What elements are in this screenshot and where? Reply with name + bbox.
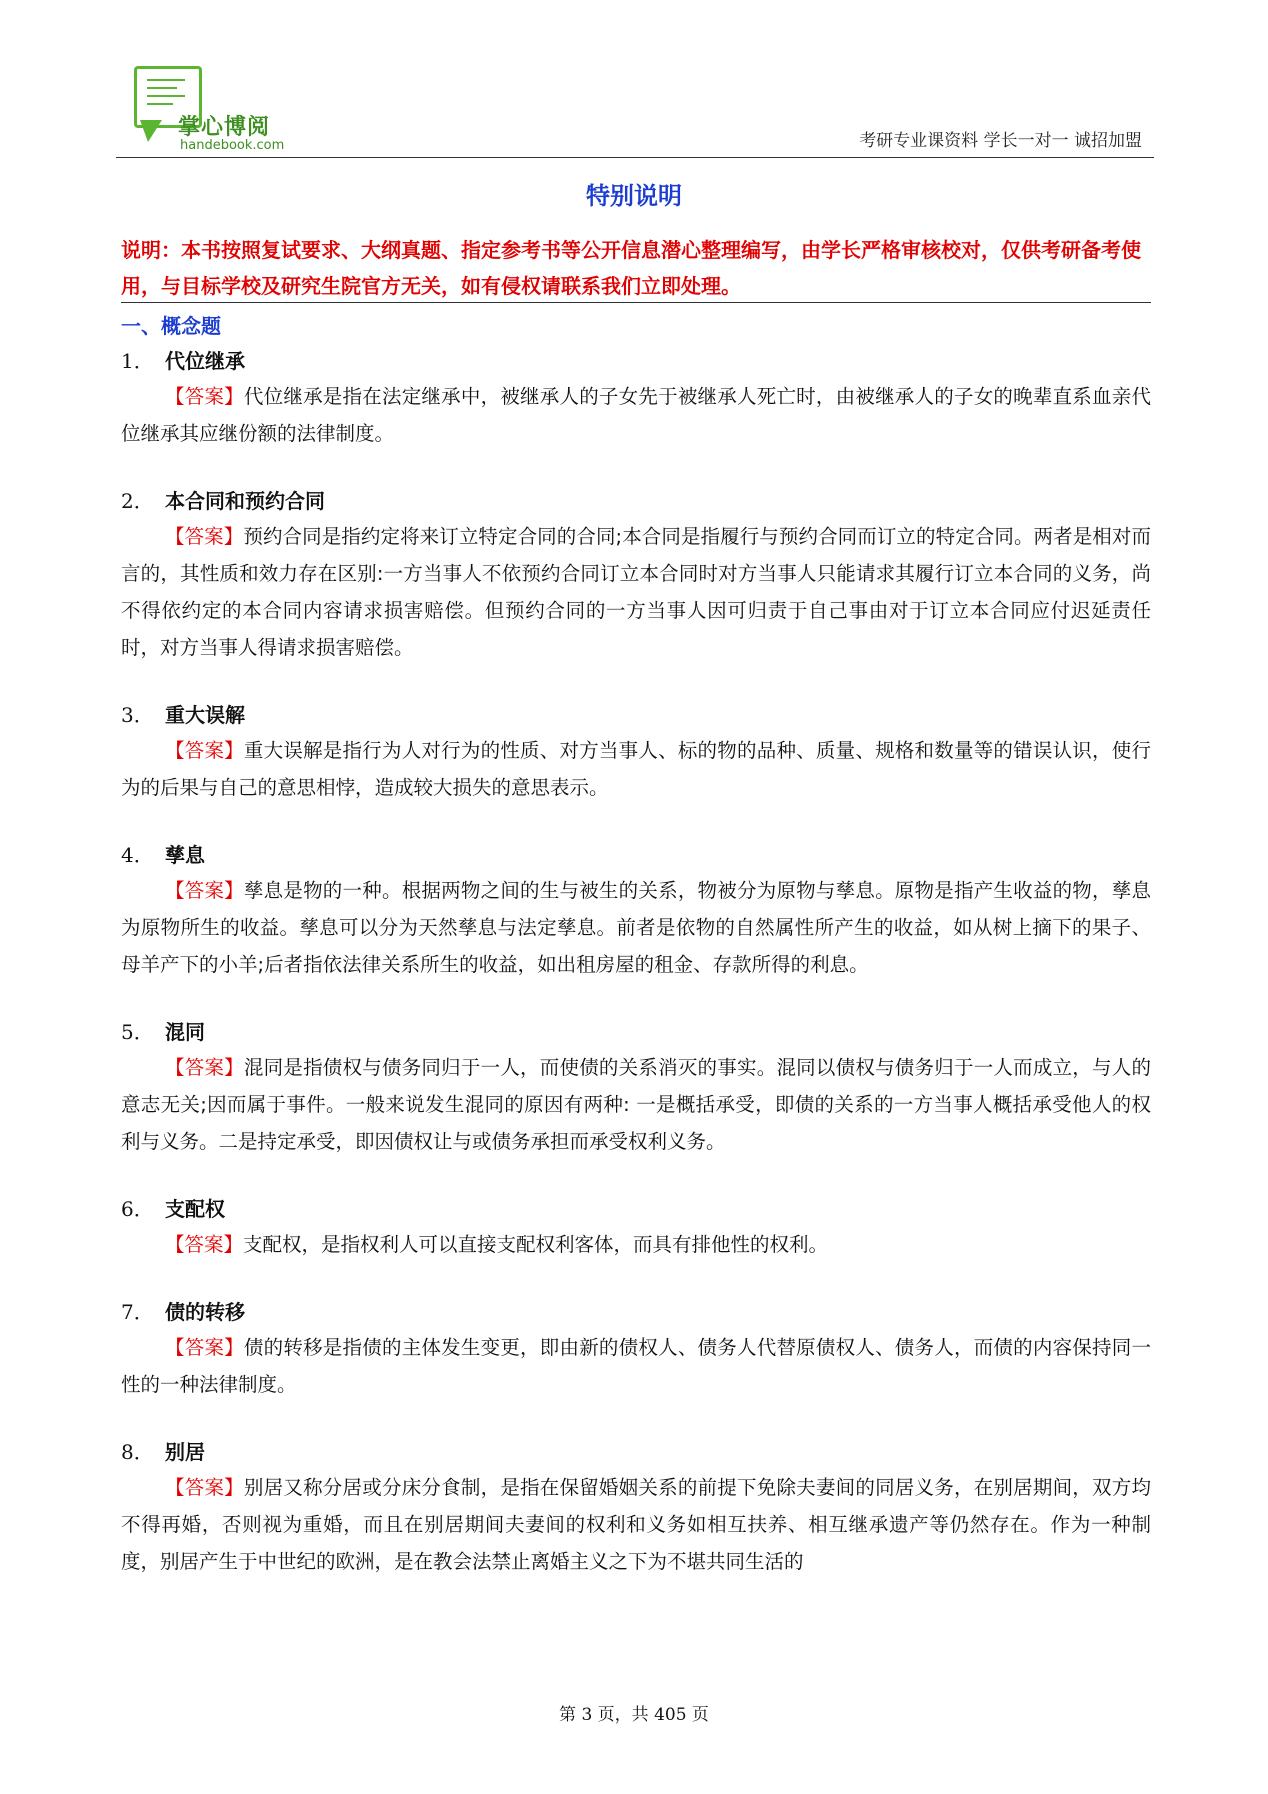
question-heading <box>121 484 1151 518</box>
answer-body: 混同是指债权与债务同归于一人，而使债的关系消灭的事实。混同以债权与债务归于一人而成立，与人的意志无关;因而属于事件。一般来说发生混同的原因有两种: 一是概括承受，即债的关系的一方当事人概括承受他人的权利与义务。二是持定承受，即因债权让与或债务承担而承受权利义务。 <box>121 1056 1151 1153</box>
answer-body: 孳息是物的一种。根据两物之间的生与被生的关系，物被分为原物与孳息。原物是指产生收益的物，孳息为原物所生的收益。孳息可以分为天然孳息与法定孳息。前者是依物的自然属性所产生的收益，如从树上摘下的果子、母羊产下的小羊;后者指依法律关系所生的收益，如出租房屋的租金、存款所得的利息。 <box>121 879 1151 976</box>
answer-text <box>121 1329 1151 1403</box>
answer-tag: 【答案】 <box>165 1233 244 1256</box>
question-number: 7． <box>121 1300 154 1324</box>
list-item <box>121 484 1151 666</box>
list-item <box>121 1295 1151 1403</box>
answer-tag: 【答案】 <box>165 525 244 548</box>
question-number: 2． <box>121 489 154 513</box>
question-term: 混同 <box>165 1020 205 1044</box>
question-number: 3． <box>121 703 154 727</box>
answer-text <box>121 1049 1151 1160</box>
disclaimer-notice: 说明：本书按照复试要求、大纲真题、指定参考书等公开信息潜心整理编写，由学长严格审核校对，仅供考研备考使用，与目标学校及研究生院官方无关，如有侵权请联系我们立即处理。 <box>121 238 1141 298</box>
question-term: 本合同和预约合同 <box>165 489 325 513</box>
page-number: 第 3 页，共 405 页 <box>559 1705 709 1725</box>
list-item <box>121 1435 1151 1580</box>
answer-text <box>121 1226 1151 1263</box>
section-title: 一、概念题 <box>121 314 221 338</box>
list-item <box>121 838 1151 983</box>
question-term: 代位继承 <box>165 349 245 373</box>
question-number: 8． <box>121 1440 154 1464</box>
logo-url-text: handebook.com <box>180 138 285 153</box>
list-item <box>121 1192 1151 1263</box>
question-number: 4． <box>121 843 154 867</box>
question-heading <box>121 344 1151 378</box>
question-term: 支配权 <box>165 1197 225 1221</box>
answer-tag: 【答案】 <box>165 739 244 762</box>
question-heading <box>121 1192 1151 1226</box>
answer-body: 支配权，是指权利人可以直接支配权利客体，而具有排他性的权利。 <box>243 1233 829 1256</box>
answer-text <box>121 518 1151 666</box>
answer-tag: 【答案】 <box>165 1476 244 1499</box>
question-term: 债的转移 <box>165 1300 245 1324</box>
question-heading <box>121 1015 1151 1049</box>
answer-body: 代位继承是指在法定继承中，被继承人的子女先于被继承人死亡时，由被继承人的子女的晚辈直系血亲代位继承其应继份额的法律制度。 <box>121 385 1151 445</box>
question-list <box>121 344 1151 1612</box>
list-item <box>121 344 1151 452</box>
answer-body: 别居又称分居或分床分食制，是指在保留婚姻关系的前提下免除夫妻间的同居义务，在别居期间，双方均不得再婚，否则视为重婚，而且在别居期间夫妻间的权利和义务如相互扶养、相互继承遗产等仍然存在。作为一种制度，别居产生于中世纪的欧洲，是在教会法禁止离婚主义之下为不堪共同生活的 <box>121 1476 1151 1573</box>
answer-body: 债的转移是指债的主体发生变更，即由新的债权人、债务人代替原债权人、债务人，而债的内容保持同一性的一种法律制度。 <box>121 1336 1151 1396</box>
question-term: 重大误解 <box>165 703 245 727</box>
header-slogan: 考研专业课资料 学长一对一 诚招加盟 <box>859 131 1142 151</box>
list-item <box>121 1015 1151 1160</box>
page-header <box>116 52 1154 158</box>
question-heading <box>121 698 1151 732</box>
answer-tag: 【答案】 <box>165 1336 244 1359</box>
question-heading <box>121 1435 1151 1469</box>
question-number: 5． <box>121 1020 154 1044</box>
logo-chinese-text: 掌心博阅 <box>178 115 271 140</box>
answer-tag: 【答案】 <box>165 879 244 902</box>
question-term: 别居 <box>165 1440 205 1464</box>
question-number: 6． <box>121 1197 154 1221</box>
answer-text <box>121 732 1151 806</box>
list-item <box>121 698 1151 806</box>
answer-tag: 【答案】 <box>165 1056 244 1079</box>
question-heading <box>121 1295 1151 1329</box>
answer-text <box>121 378 1151 452</box>
logo <box>134 58 304 153</box>
question-term: 孳息 <box>165 843 205 867</box>
page-title: 特别说明 <box>586 182 682 210</box>
answer-tag: 【答案】 <box>165 385 244 408</box>
answer-body: 重大误解是指行为人对行为的性质、对方当事人、标的物的品种、质量、规格和数量等的错误认识，使行为的后果与自己的意思相悖，造成较大损失的意思表示。 <box>121 739 1151 799</box>
question-number: 1． <box>121 349 154 373</box>
question-heading <box>121 838 1151 872</box>
answer-body: 预约合同是指约定将来订立特定合同的合同;本合同是指履行与预约合同而订立的特定合同。两者是相对而言的，其性质和效力存在区别:一方当事人不依预约合同订立本合同时对方当事人只能请求其履行订立本合同的义务，尚不得依约定的本合同内容请求损害赔偿。但预约合同的一方当事人因可归责于自己事由对于订立本合同应付迟延责任时，对方当事人得请求损害赔偿。 <box>121 525 1151 659</box>
divider <box>121 302 1151 303</box>
answer-text <box>121 1469 1151 1580</box>
answer-text <box>121 872 1151 983</box>
